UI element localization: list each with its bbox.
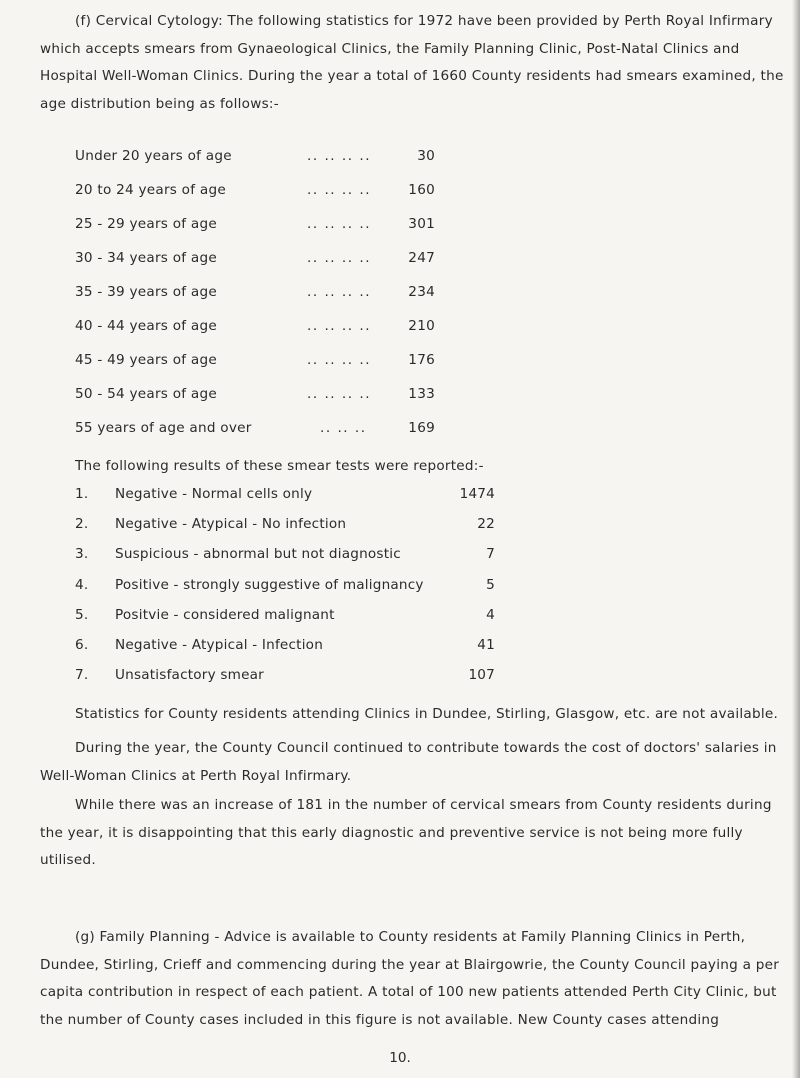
smear-increase-paragraph: While there was an increase of 181 in the number of cervical smears from County residents during the year, it is disappointing that this early diagnostic and preventive service is not being more fully utilised. (40, 797, 772, 868)
age-row (75, 148, 435, 168)
result-row (75, 546, 495, 566)
result-label: Suspicious - abnormal but not diagnostic (115, 546, 401, 562)
result-label: Negative - Atypical - No infection (115, 516, 347, 532)
result-label: Unsatisfactory smear (115, 667, 264, 683)
result-count: 41 (477, 637, 495, 653)
result-number: 5. (75, 607, 89, 623)
age-row (75, 318, 435, 338)
result-count: 5 (486, 577, 495, 593)
age-row (75, 216, 435, 236)
result-row (75, 637, 495, 657)
age-row (75, 250, 435, 270)
age-count: 234 (408, 284, 435, 300)
age-label: 55 years of age and over (75, 420, 252, 436)
result-row (75, 667, 495, 687)
council-contribution-paragraph: During the year, the County Council continued to contribute towards the cost of doctors' salaries in Well-Woman Clinics at Perth Royal Infirmary. (40, 740, 777, 784)
age-row (75, 284, 435, 304)
result-number: 7. (75, 667, 89, 683)
age-count: 176 (408, 352, 435, 368)
leader-dots: .. .. .. .. (307, 216, 372, 232)
results-heading: The following results of these smear tests were reported:- (75, 458, 484, 474)
leader-dots: .. .. .. .. (307, 148, 372, 164)
age-label: 35 - 39 years of age (75, 284, 217, 300)
age-count: 169 (408, 420, 435, 436)
leader-dots: .. .. .. .. (307, 182, 372, 198)
page-number: 10. (389, 1050, 411, 1066)
family-planning-paragraph: (g) Family Planning - Advice is available to County residents at Family Planning Clinics in Perth, Dundee, Stirling, Crieff and commencing during the year at Blairgowrie, the County Council paying a per capita contribution in respect of each patient. A total of 100 new patients attended Perth City Clinic, but the number of County cases included in this figure is not available. New County cases attending (40, 929, 780, 1028)
age-count: 30 (417, 148, 435, 164)
leader-dots: .. .. .. .. (307, 352, 372, 368)
result-number: 6. (75, 637, 89, 653)
age-label: 40 - 44 years of age (75, 318, 217, 334)
result-count: 107 (468, 667, 495, 683)
age-row (75, 352, 435, 372)
age-count: 210 (408, 318, 435, 334)
page-edge-shadow (792, 0, 800, 1078)
leader-dots: .. .. .. .. (307, 250, 372, 266)
leader-dots: .. .. .. (320, 420, 367, 436)
age-count: 301 (408, 216, 435, 232)
age-label: 50 - 54 years of age (75, 386, 217, 402)
age-row (75, 182, 435, 202)
result-count: 1474 (459, 486, 495, 502)
result-number: 3. (75, 546, 89, 562)
age-label: 25 - 29 years of age (75, 216, 217, 232)
age-label: 20 to 24 years of age (75, 182, 226, 198)
result-row (75, 607, 495, 627)
age-row (75, 386, 435, 406)
leader-dots: .. .. .. .. (307, 386, 372, 402)
result-label: Negative - Atypical - Infection (115, 637, 324, 653)
age-label: Under 20 years of age (75, 148, 232, 164)
result-count: 4 (486, 607, 495, 623)
age-label: 45 - 49 years of age (75, 352, 217, 368)
age-count: 160 (408, 182, 435, 198)
age-row (75, 420, 435, 440)
age-label: 30 - 34 years of age (75, 250, 217, 266)
result-number: 4. (75, 577, 89, 593)
stats-availability-note: Statistics for County residents attending Clinics in Dundee, Stirling, Glasgow, etc. are not available. (75, 706, 779, 722)
result-row (75, 486, 495, 506)
result-count: 7 (486, 546, 495, 562)
result-label: Positive - strongly suggestive of malignancy (115, 577, 424, 593)
leader-dots: .. .. .. .. (307, 284, 372, 300)
result-row (75, 516, 495, 536)
result-label: Negative - Normal cells only (115, 486, 313, 502)
result-row (75, 577, 495, 597)
leader-dots: .. .. .. .. (307, 318, 372, 334)
age-count: 247 (408, 250, 435, 266)
result-number: 1. (75, 486, 89, 502)
result-number: 2. (75, 516, 89, 532)
result-label: Positvie - considered malignant (115, 607, 335, 623)
cervical-cytology-intro: (f) Cervical Cytology: The following statistics for 1972 have been provided by Perth Royal Infirmary which accepts smears from Gynaeological Clinics, the Family Planning Clinic, Post-Natal Clinics and Hospital Well-Woman Clinics. During the year a total of 1660 County residents had smears examined, the age distribution being as follows:- (40, 13, 784, 112)
age-count: 133 (408, 386, 435, 402)
result-count: 22 (477, 516, 495, 532)
